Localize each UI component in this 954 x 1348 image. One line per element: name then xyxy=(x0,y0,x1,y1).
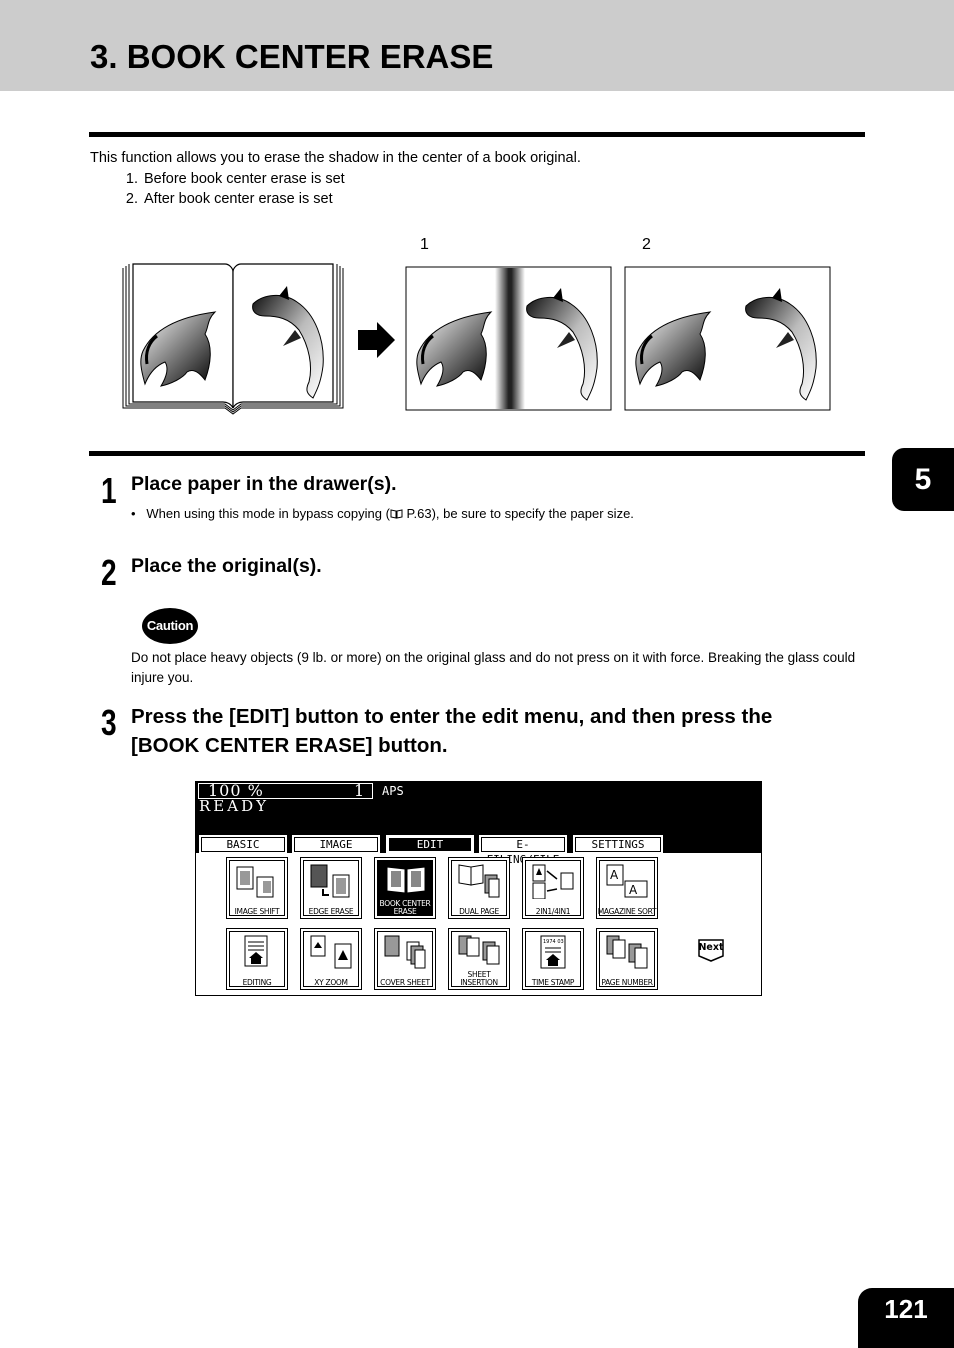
step-title-3 xyxy=(131,702,772,760)
btn-label: IMAGE SHIFT xyxy=(234,907,280,916)
step-title-3-line1: Press the [EDIT] button to enter the edit menu, and then press the xyxy=(131,705,773,728)
arrow-right-icon xyxy=(358,322,395,358)
page-number-button[interactable] xyxy=(596,928,658,990)
btn-label: EDGE ERASE xyxy=(308,907,354,916)
section-rule xyxy=(89,451,865,456)
2in1-4in1-button[interactable] xyxy=(522,857,584,919)
chapter-tab: 5 xyxy=(892,448,954,511)
image-shift-button[interactable] xyxy=(226,857,288,919)
dual-page-icon xyxy=(457,863,501,899)
tab-image[interactable]: IMAGE xyxy=(292,835,380,854)
magazine-sort-icon xyxy=(605,863,649,899)
book-reference-icon xyxy=(390,509,403,519)
next-label: Next xyxy=(698,942,724,953)
sheet-insertion-button[interactable] xyxy=(448,928,510,990)
tab-edit[interactable]: EDIT xyxy=(386,835,474,854)
tab-settings[interactable]: SETTINGS xyxy=(573,835,663,854)
control-panel xyxy=(195,781,762,996)
book-center-erase-button[interactable] xyxy=(374,857,436,919)
btn-label: DUAL PAGE xyxy=(459,907,499,916)
caution-badge: Caution xyxy=(142,608,198,644)
step-title-3-line2: [BOOK CENTER ERASE] button. xyxy=(131,734,448,757)
btn-label: 2IN1/4IN1 xyxy=(535,907,571,916)
cover-sheet-button[interactable] xyxy=(374,928,436,990)
bullet-reference: P.63), be sure to specify the paper size. xyxy=(402,506,634,521)
figure-after xyxy=(625,267,830,410)
step-1-bullet xyxy=(131,506,634,521)
magazine-sort-button[interactable] xyxy=(596,857,658,919)
xy-zoom-button[interactable] xyxy=(300,928,362,990)
btn-label: SHEET INSERTION xyxy=(460,970,498,987)
book-center-erase-illustration xyxy=(115,258,835,420)
svg-text:A: A xyxy=(610,868,619,882)
time-stamp-icon xyxy=(531,934,575,970)
cover-sheet-icon xyxy=(383,934,427,970)
book-icon xyxy=(383,863,429,897)
btn-label: MAGAZINE SORT xyxy=(597,907,657,916)
edge-erase-icon xyxy=(309,863,353,899)
bullet-dot: • xyxy=(131,506,147,521)
dual-page-button[interactable] xyxy=(448,857,510,919)
step-number-2: 2 xyxy=(101,552,117,593)
tab-basic[interactable]: BASIC xyxy=(199,835,287,854)
step-title-1: Place paper in the drawer(s). xyxy=(131,473,397,495)
btn-label: XY ZOOM xyxy=(314,978,348,987)
btn-label: EDITING xyxy=(242,978,272,987)
xy-zoom-icon xyxy=(309,934,353,970)
image-shift-icon xyxy=(235,863,279,899)
caution-text: Do not place heavy objects (9 lb. or more) on the original glass and do not press on it with force. Breaking the glass could injure you. xyxy=(131,650,856,685)
top-rule xyxy=(89,132,865,137)
next-button[interactable] xyxy=(698,939,724,961)
status-readout: READY xyxy=(199,797,270,815)
intro-item-1: 1. Before book center erase is set xyxy=(142,169,581,190)
figure-label-2: 2 xyxy=(642,236,651,253)
time-stamp-button[interactable] xyxy=(522,928,584,990)
2in1-4in1-icon xyxy=(531,863,575,899)
figure-before xyxy=(406,267,611,410)
intro-text: This function allows you to erase the shadow in the center of a book original. xyxy=(90,150,581,166)
btn-label: COVER SHEET xyxy=(380,978,430,987)
page-number-icon xyxy=(605,934,649,970)
editing-icon xyxy=(235,934,279,970)
step-number-3: 3 xyxy=(101,702,117,743)
panel-status-area xyxy=(196,781,761,866)
aps-readout: APS xyxy=(382,784,404,798)
editing-button[interactable] xyxy=(226,928,288,990)
bullet-text: When using this mode in bypass copying ( xyxy=(146,506,390,521)
copies-readout: 1 xyxy=(354,781,365,800)
btn-label: PAGE NUMBER xyxy=(601,978,653,987)
step-title-2: Place the original(s). xyxy=(131,555,322,577)
svg-text:A: A xyxy=(629,883,638,897)
time-stamp-icon-text: 1974 03 xyxy=(543,939,564,945)
page-number: 121 xyxy=(858,1288,954,1348)
edge-erase-button[interactable] xyxy=(300,857,362,919)
intro xyxy=(90,148,581,210)
btn-label: BOOK CENTER ERASE xyxy=(379,899,431,916)
intro-list xyxy=(90,169,581,210)
step-number-1: 1 xyxy=(101,470,117,511)
open-book xyxy=(123,264,343,414)
zoom-readout: 100 % xyxy=(208,781,264,800)
figure-label-1: 1 xyxy=(420,236,429,253)
tab-e-filing-file[interactable]: E- N xyxy=(479,835,567,854)
page-title: 3. BOOK CENTER ERASE xyxy=(90,38,494,75)
btn-label: TIME STAMP xyxy=(531,978,575,987)
sheet-insertion-icon xyxy=(457,934,501,970)
intro-item-2: 2. After book center erase is set xyxy=(142,189,581,210)
